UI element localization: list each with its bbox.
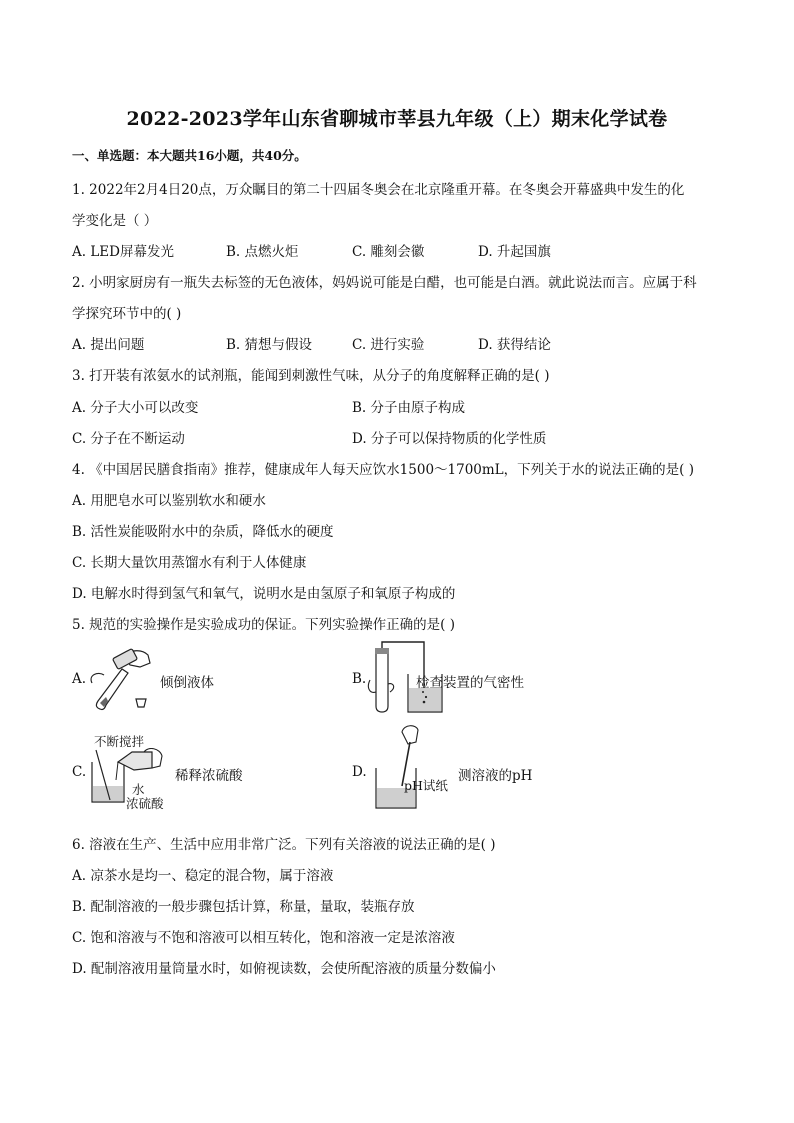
q3-option-d[interactable]: D. 分子可以保持物质的化学性质 [352,431,547,447]
q5-d-paper-label: pH试纸 [404,778,448,793]
q6-option-c[interactable]: C. 饱和溶液与不饱和溶液可以相互转化，饱和溶液一定是浓溶液 [72,930,455,946]
q4-option-a[interactable]: A. 用肥皂水可以鉴别软水和硬水 [72,493,266,509]
q1-stem-line1: 1. 2022年2月4日20点，万众瞩目的第二十四届冬奥会在北京隆重开幕。在冬奥会开幕盛典中发生的化 [72,182,685,198]
q1-option-c[interactable]: C. 雕刻会徽 [352,244,425,260]
q5-option-b-letter[interactable]: B. [352,671,367,687]
q5-option-c-letter[interactable]: C. [72,764,87,780]
q6-option-a[interactable]: A. 凉茶水是均一、稳定的混合物，属于溶液 [72,868,334,884]
q5-option-a-label: 倾倒液体 [160,675,214,691]
q3-option-b[interactable]: B. 分子由原子构成 [352,400,466,416]
q5-option-c-label: 稀释浓硫酸 [175,768,243,784]
q1-option-d[interactable]: D. 升起国旗 [478,244,551,260]
q1-option-b[interactable]: B. 点燃火炬 [226,244,299,260]
q6-option-b[interactable]: B. 配制溶液的一般步骤包括计算，称量，量取，装瓶存放 [72,899,415,915]
q2-option-a[interactable]: A. 提出问题 [72,337,145,353]
q5-option-b-label: 检查装置的气密性 [416,675,524,691]
q5-option-d-label: 测溶液的pH [458,768,533,784]
q5-c-stir-label: 不断搅拌 [94,734,145,749]
q6-stem: 6. 溶液在生产、生活中应用非常广泛。下列有关溶液的说法正确的是( ) [72,837,496,853]
q2-stem-line1: 2. 小明家厨房有一瓶失去标签的无色液体，妈妈说可能是白醋，也可能是白酒。就此说法而言。应属于科 [72,275,697,291]
q6-option-d[interactable]: D. 配制溶液用量筒量水时，如俯视读数，会使所配溶液的质量分数偏小 [72,961,496,977]
q2-stem-line2: 学探究环节中的( ) [72,306,182,322]
q3-option-c[interactable]: C. 分子在不断运动 [72,431,185,447]
ph-test-figure [368,724,452,812]
q3-stem: 3. 打开装有浓氨水的试剂瓶，能闻到刺激性气味，从分子的角度解释正确的是( ) [72,368,550,384]
section-heading: 一、单选题：本大题共16小题，共40分。 [72,148,307,163]
q1-option-a[interactable]: A. LED屏幕发光 [72,244,174,260]
q4-option-c[interactable]: C. 长期大量饮用蒸馏水有利于人体健康 [72,555,307,571]
q4-option-d[interactable]: D. 电解水时得到氢气和氧气，说明水是由氢原子和氧原子构成的 [72,586,456,602]
q3-option-a[interactable]: A. 分子大小可以改变 [72,400,199,416]
q1-stem-line2: 学变化是（ ） [72,213,158,229]
q2-option-d[interactable]: D. 获得结论 [478,337,551,353]
q4-option-b[interactable]: B. 活性炭能吸附水中的杂质，降低水的硬度 [72,524,334,540]
q5-stem: 5. 规范的实验操作是实验成功的保证。下列实验操作正确的是( ) [72,617,455,633]
page-title: 2022-2023学年山东省聊城市莘县九年级（上）期末化学试卷 [126,108,668,130]
q4-stem: 4. 《中国居民膳食指南》推荐，健康成年人每天应饮水1500～1700mL，下列关于水的说法正确的是( ) [72,462,694,478]
q2-option-c[interactable]: C. 进行实验 [352,337,425,353]
q5-c-water-label: 水 [132,782,145,797]
pour-liquid-figure [86,645,156,717]
q5-c-acid-label: 浓硫酸 [126,796,164,811]
q2-option-b[interactable]: B. 猜想与假设 [226,337,313,353]
q5-option-d-letter[interactable]: D. [352,764,367,780]
q5-option-a-letter[interactable]: A. [72,671,87,687]
